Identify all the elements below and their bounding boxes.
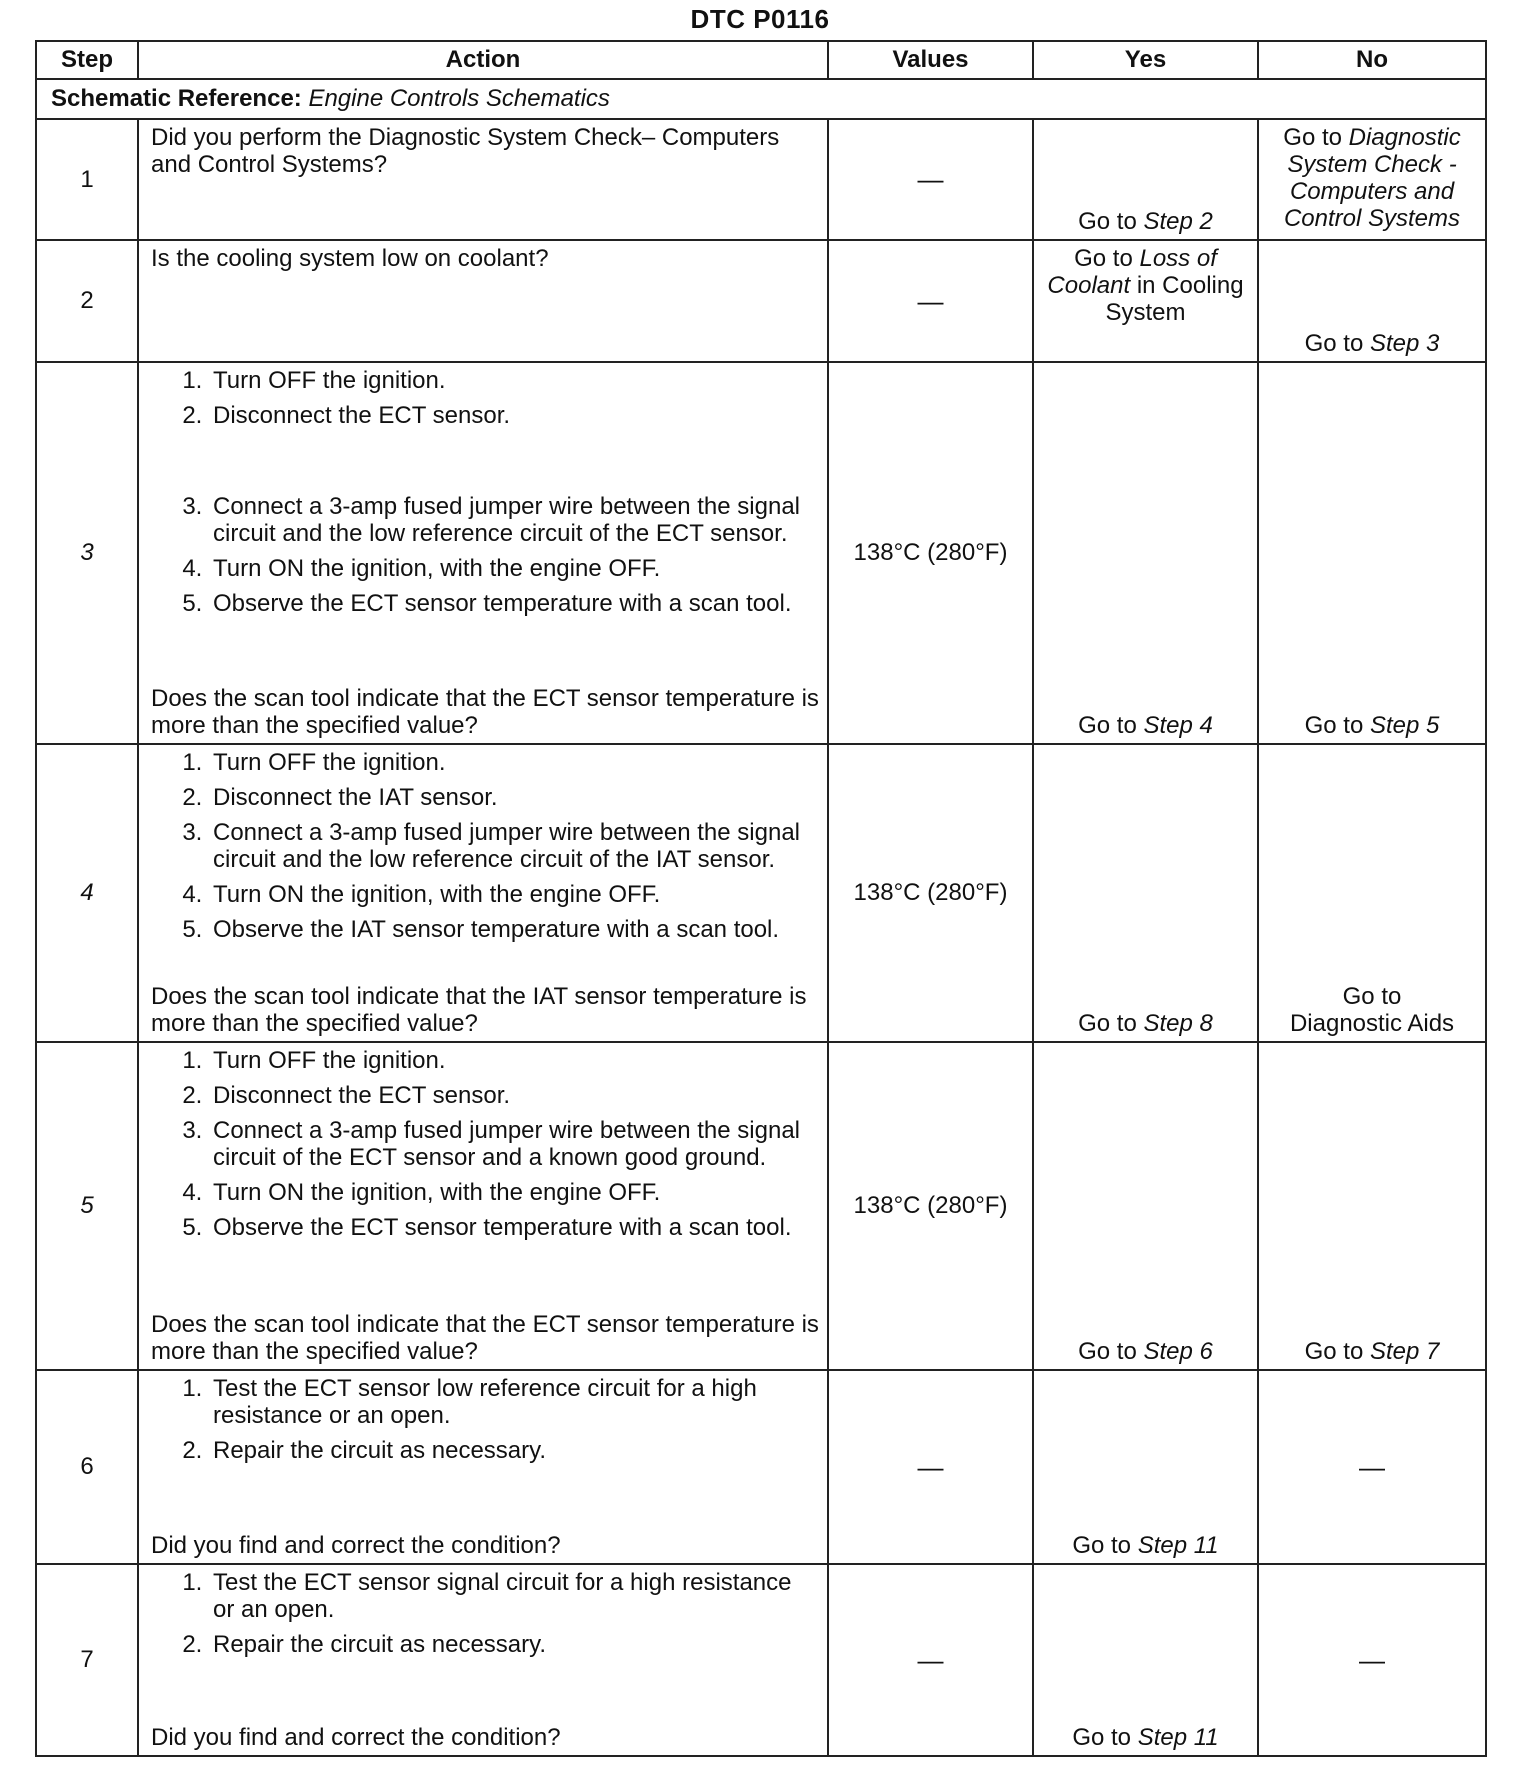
question-text: Did you find and correct the condition? [151,1532,561,1559]
action-step: 2. Disconnect the ECT sensor. [209,1082,819,1109]
yes-target: Step 11 [1137,1532,1219,1559]
no-target: Step 5 [1369,712,1440,739]
action-cell [138,744,828,1042]
value-cell [828,1564,1033,1756]
action-step: 3. Connect a 3-amp fused jumper wire between the signal circuit and the low reference circuit of the ECT sensor. [209,493,819,547]
yes-cell [1033,240,1258,362]
no-cell [1258,744,1486,1042]
action-step: 2. Repair the circuit as necessary. [209,1437,819,1464]
action-step: 1. Turn OFF the ignition. [209,749,819,776]
no-text: — [1359,1451,1385,1482]
yes-cell [1033,119,1258,240]
no-target: Step 3 [1369,330,1440,357]
question-text: Did you perform the Diagnostic System Check– Computers and Control Systems? [151,124,780,178]
no-cell [1258,362,1486,744]
table-row [36,1042,1486,1370]
value-cell [828,1370,1033,1564]
header-values: Values [828,41,1033,79]
no-prefix: Go to [1283,124,1349,151]
action-step: 2. Repair the circuit as necessary. [209,1631,819,1658]
header-action: Action [138,41,828,79]
step-number: 6 [36,1370,138,1564]
table-row [36,744,1486,1042]
question-text: Is the cooling system low on coolant? [151,245,549,272]
action-step: 3. Connect a 3-amp fused jumper wire between the signal circuit and the low reference circuit of the IAT sensor. [209,819,819,873]
no-cell [1258,1564,1486,1756]
no-target: Step 7 [1369,1338,1440,1365]
value-text: 138°C (280°F) [853,879,1008,906]
step-number: 3 [36,362,138,744]
yes-target: Loss of Coolant [1047,245,1217,299]
yes-prefix: Go to [1072,1724,1138,1751]
value-cell [828,1042,1033,1370]
no-cell [1258,119,1486,240]
yes-target: Step 2 [1143,208,1213,235]
value-text: 138°C (280°F) [853,539,1008,566]
no-text: Go to Diagnostic Aids [1289,983,1455,1037]
action-step: 5. Observe the ECT sensor temperature with a scan tool. [209,1214,819,1241]
yes-cell [1033,1370,1258,1564]
action-step: 1. Turn OFF the ignition. [209,1047,819,1074]
header-yes: Yes [1033,41,1258,79]
step-number: 2 [36,240,138,362]
table-row [36,1564,1486,1756]
step-number: 7 [36,1564,138,1756]
value-cell [828,744,1033,1042]
table-row [36,1370,1486,1564]
action-step: 2. Disconnect the ECT sensor. [209,402,819,429]
header-step: Step [36,41,138,79]
value-text: — [917,285,944,316]
value-text: — [917,1644,944,1675]
action-steps [151,367,819,625]
yes-cell [1033,362,1258,744]
no-prefix: Go to [1304,330,1370,357]
no-text: — [1359,1644,1385,1675]
step-number: 4 [36,744,138,1042]
value-text: 138°C (280°F) [853,1192,1008,1219]
header-row [36,41,1486,79]
value-cell [828,362,1033,744]
value-text: — [917,164,944,194]
action-step: 1. Test the ECT sensor low reference circuit for a high resistance or an open. [209,1375,819,1429]
yes-prefix: Go to [1078,1010,1144,1037]
yes-target: Step 11 [1137,1724,1219,1751]
yes-prefix: Go to [1078,1338,1144,1365]
action-cell [138,119,828,240]
table-row [36,119,1486,240]
yes-target: Step 8 [1143,1010,1213,1037]
page-title: DTC P0116 [690,4,830,34]
action-steps [151,1047,819,1249]
value-cell [828,240,1033,362]
yes-prefix: Go to [1072,1532,1138,1559]
action-step: 4. Turn ON the ignition, with the engine OFF. [209,881,819,908]
schematic-reference [36,79,1486,119]
question-text: Does the scan tool indicate that the ECT sensor temperature is more than the specified value? [151,1311,819,1365]
dtc-table [35,40,1487,1757]
step-number: 1 [36,119,138,240]
action-steps [151,1375,819,1472]
no-prefix: Go to [1304,712,1370,739]
yes-cell [1033,1564,1258,1756]
table-row [36,240,1486,362]
action-cell [138,362,828,744]
action-cell [138,1370,828,1564]
question-text: Did you find and correct the condition? [151,1724,561,1751]
yes-prefix: Go to [1078,712,1144,739]
schematic-reference-value: Engine Controls Schematics [308,85,610,112]
action-step: 2. Disconnect the IAT sensor. [209,784,819,811]
action-steps [151,749,819,951]
action-step: 3. Connect a 3-amp fused jumper wire between the signal circuit of the ECT sensor and a known good ground. [209,1117,819,1171]
yes-prefix: Go to [1074,245,1140,272]
question-text: Does the scan tool indicate that the IAT sensor temperature is more than the specified value? [151,983,807,1037]
yes-cell [1033,1042,1258,1370]
no-cell [1258,240,1486,362]
action-cell [138,240,828,362]
header-no: No [1258,41,1486,79]
no-cell [1258,1370,1486,1564]
action-step: 5. Observe the IAT sensor temperature with a scan tool. [209,916,819,943]
yes-target: Step 4 [1143,712,1213,739]
action-step: 4. Turn ON the ignition, with the engine OFF. [209,555,819,582]
no-target: Diagnostic System Check - Computers and Control Systems [1283,124,1461,232]
yes-suffix: in Cooling System [1105,272,1244,326]
step-number: 5 [36,1042,138,1370]
table-row [36,362,1486,744]
value-cell [828,119,1033,240]
value-text: — [917,1451,944,1482]
yes-target: Step 6 [1143,1338,1213,1365]
no-prefix: Go to [1304,1338,1370,1365]
action-steps [151,1569,819,1666]
yes-prefix: Go to [1078,208,1144,235]
yes-cell [1033,744,1258,1042]
action-step: 1. Test the ECT sensor signal circuit for a high resistance or an open. [209,1569,819,1623]
action-step: 4. Turn ON the ignition, with the engine OFF. [209,1179,819,1206]
no-cell [1258,1042,1486,1370]
action-step: 5. Observe the ECT sensor temperature with a scan tool. [209,590,819,617]
question-text: Does the scan tool indicate that the ECT sensor temperature is more than the specified value? [151,685,819,739]
schematic-reference-row [36,79,1486,119]
action-cell [138,1564,828,1756]
action-cell [138,1042,828,1370]
schematic-reference-label: Schematic Reference: [51,85,302,112]
action-step: 1. Turn OFF the ignition. [209,367,819,394]
